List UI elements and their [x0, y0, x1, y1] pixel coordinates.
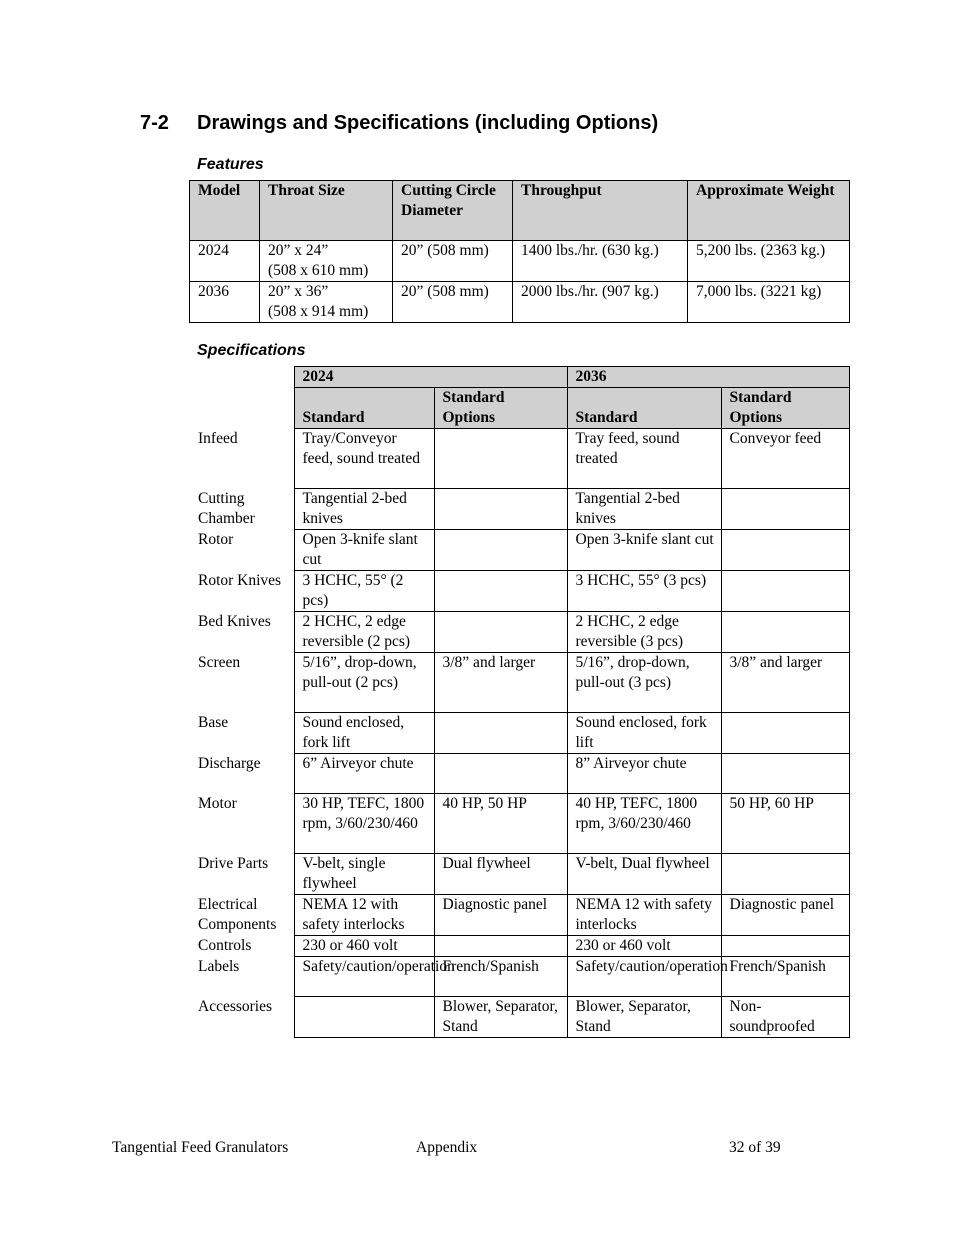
- spec-2024-standard: 6” Airveyor chute: [294, 754, 434, 794]
- throat-size-imperial: 20” x 24”: [268, 242, 329, 259]
- footer-left: Tangential Feed Granulators: [112, 1139, 289, 1156]
- specs-corner-2: [189, 388, 294, 429]
- spec-2024-standard: 3 HCHC, 55° (2 pcs): [294, 571, 434, 612]
- spec-2024-options: [434, 429, 567, 489]
- spec-2024-standard: Tray/Conveyor feed, sound treated: [294, 429, 434, 489]
- header-throughput: Throughput: [513, 181, 688, 241]
- spec-2036-standard: 5/16”, drop-down, pull-out (3 pcs): [567, 653, 721, 713]
- cell-throat-size: [260, 241, 393, 282]
- spec-2036-standard: Tangential 2-bed knives: [567, 489, 721, 530]
- spec-2024-options: [434, 612, 567, 653]
- spec-2036-options: [721, 489, 849, 530]
- spec-2036-standard: Blower, Separator, Stand: [567, 997, 721, 1038]
- spec-2036-options: French/Spanish: [721, 957, 849, 997]
- cell-model: 2024: [190, 241, 260, 282]
- spec-2024-standard: [294, 997, 434, 1038]
- section-heading: [140, 112, 658, 135]
- spec-2024-standard: NEMA 12 with safety interlocks: [294, 895, 434, 936]
- spec-2024-standard: Sound enclosed, fork lift: [294, 713, 434, 754]
- header-weight: Approximate Weight: [688, 181, 850, 241]
- spec-2024-options: Diagnostic panel: [434, 895, 567, 936]
- spec-2036-options: [721, 612, 849, 653]
- spec-2024-options: French/Spanish: [434, 957, 567, 997]
- spec-2024-options: [434, 571, 567, 612]
- spec-2024-standard: Tangential 2-bed knives: [294, 489, 434, 530]
- spec-2024-options: [434, 713, 567, 754]
- spec-row: [189, 571, 849, 612]
- footer-center: Appendix: [416, 1139, 478, 1156]
- throat-size-imperial: 20” x 36”: [268, 283, 329, 300]
- specs-model-2036: 2036: [567, 367, 849, 388]
- cell-weight: 5,200 lbs. (2363 kg.): [688, 241, 850, 282]
- specs-2036-standard-header: Standard: [567, 388, 721, 429]
- spec-label: Cutting Chamber: [198, 489, 255, 527]
- spec-2024-standard: V-belt, single flywheel: [294, 854, 434, 895]
- spec-row: [189, 754, 849, 794]
- spec-2024-standard: 5/16”, drop-down, pull-out (2 pcs): [294, 653, 434, 713]
- spec-2036-options: [721, 854, 849, 895]
- spec-2036-standard: Safety/caution/operation: [567, 957, 721, 997]
- spec-2036-options: [721, 754, 849, 794]
- features-table: [189, 180, 850, 323]
- spec-label: Accessories: [198, 997, 273, 1015]
- spec-2036-standard: V-belt, Dual flywheel: [567, 854, 721, 895]
- spec-row: [189, 997, 849, 1038]
- spec-2036-standard: Open 3-knife slant cut: [567, 530, 721, 571]
- spec-label: Base: [198, 713, 229, 731]
- throat-size-metric: (508 x 610 mm): [268, 262, 369, 279]
- spec-2036-standard: 2 HCHC, 2 edge reversible (3 pcs): [567, 612, 721, 653]
- spec-row: [189, 854, 849, 895]
- spec-2036-options: 50 HP, 60 HP: [721, 794, 849, 854]
- spec-2024-options: 3/8” and larger: [434, 653, 567, 713]
- spec-2036-options: [721, 530, 849, 571]
- cell-throughput: 2000 lbs./hr. (907 kg.): [513, 282, 688, 323]
- features-row: [190, 282, 850, 323]
- header-cutting-circle: Cutting Circle Diameter: [393, 181, 513, 241]
- specs-model-2024: 2024: [294, 367, 567, 388]
- spec-row: [189, 489, 849, 530]
- spec-2036-standard: 40 HP, TEFC, 1800 rpm, 3/60/230/460: [567, 794, 721, 854]
- spec-row: [189, 895, 849, 936]
- spec-label: Drive Parts: [198, 854, 269, 872]
- spec-label: Labels: [198, 957, 240, 975]
- spec-label: Electrical Components: [198, 895, 277, 933]
- spec-2024-options: Dual flywheel: [434, 854, 567, 895]
- spec-2036-standard: 8” Airveyor chute: [567, 754, 721, 794]
- header-throat-size: Throat Size: [260, 181, 393, 241]
- spec-2024-options: [434, 936, 567, 957]
- spec-2036-standard: 3 HCHC, 55° (3 pcs): [567, 571, 721, 612]
- spec-label: Bed Knives: [198, 612, 271, 630]
- spec-row: [189, 653, 849, 713]
- header-model: Model: [190, 181, 260, 241]
- specifications-table: [189, 366, 850, 1038]
- section-title: Drawings and Specifications (including Options): [197, 112, 659, 134]
- spec-2036-standard: Sound enclosed, fork lift: [567, 713, 721, 754]
- spec-row: [189, 429, 849, 489]
- features-title: Features: [197, 156, 264, 173]
- spec-2036-options: [721, 936, 849, 957]
- cell-weight: 7,000 lbs. (3221 kg): [688, 282, 850, 323]
- spec-2036-standard: Tray feed, sound treated: [567, 429, 721, 489]
- spec-2024-standard: 230 or 460 volt: [294, 936, 434, 957]
- spec-2024-options: [434, 530, 567, 571]
- specs-2024-options-header: Standard Options: [434, 388, 567, 429]
- cell-throat-size: [260, 282, 393, 323]
- spec-2036-options: Diagnostic panel: [721, 895, 849, 936]
- features-header-row: [190, 181, 850, 241]
- spec-row: [189, 713, 849, 754]
- cell-model: 2036: [190, 282, 260, 323]
- spec-row: [189, 794, 849, 854]
- spec-row: [189, 612, 849, 653]
- cell-throughput: 1400 lbs./hr. (630 kg.): [513, 241, 688, 282]
- spec-2024-options: Blower, Separator, Stand: [434, 997, 567, 1038]
- section-number: 7-2: [140, 112, 169, 134]
- specifications-title: Specifications: [197, 342, 306, 359]
- spec-row: [189, 957, 849, 997]
- spec-2024-options: [434, 489, 567, 530]
- spec-2024-standard: 30 HP, TEFC, 1800 rpm, 3/60/230/460: [294, 794, 434, 854]
- features-row: [190, 241, 850, 282]
- spec-label: Controls: [198, 936, 252, 954]
- spec-row: [189, 530, 849, 571]
- spec-2024-options: [434, 754, 567, 794]
- spec-label: Rotor: [198, 530, 234, 548]
- specs-corner: [189, 367, 294, 388]
- spec-2024-standard: 2 HCHC, 2 edge reversible (2 pcs): [294, 612, 434, 653]
- spec-2024-options: 40 HP, 50 HP: [434, 794, 567, 854]
- spec-label: Discharge: [198, 754, 261, 772]
- cell-cutting-circle: 20” (508 mm): [393, 241, 513, 282]
- spec-2036-options: [721, 713, 849, 754]
- spec-2036-options: 3/8” and larger: [721, 653, 849, 713]
- cell-cutting-circle: 20” (508 mm): [393, 282, 513, 323]
- spec-label: Infeed: [198, 429, 238, 447]
- throat-size-metric: (508 x 914 mm): [268, 303, 369, 320]
- footer-page-number: 32 of 39: [729, 1139, 781, 1156]
- spec-label: Motor: [198, 794, 237, 812]
- spec-label: Rotor Knives: [198, 571, 282, 589]
- spec-2036-standard: NEMA 12 with safety interlocks: [567, 895, 721, 936]
- spec-2036-options: Conveyor feed: [721, 429, 849, 489]
- spec-2036-standard: 230 or 460 volt: [567, 936, 721, 957]
- spec-row: [189, 936, 849, 957]
- spec-2024-standard: Open 3-knife slant cut: [294, 530, 434, 571]
- spec-2036-options: [721, 571, 849, 612]
- spec-2036-options: Non-soundproofed: [721, 997, 849, 1038]
- spec-label: Screen: [198, 653, 241, 671]
- specs-2036-options-header: Standard Options: [721, 388, 849, 429]
- specs-column-row: [189, 388, 849, 429]
- spec-2024-standard: Safety/caution/operation: [294, 957, 434, 997]
- specs-2024-standard-header: Standard: [294, 388, 434, 429]
- specs-model-row: [189, 367, 849, 388]
